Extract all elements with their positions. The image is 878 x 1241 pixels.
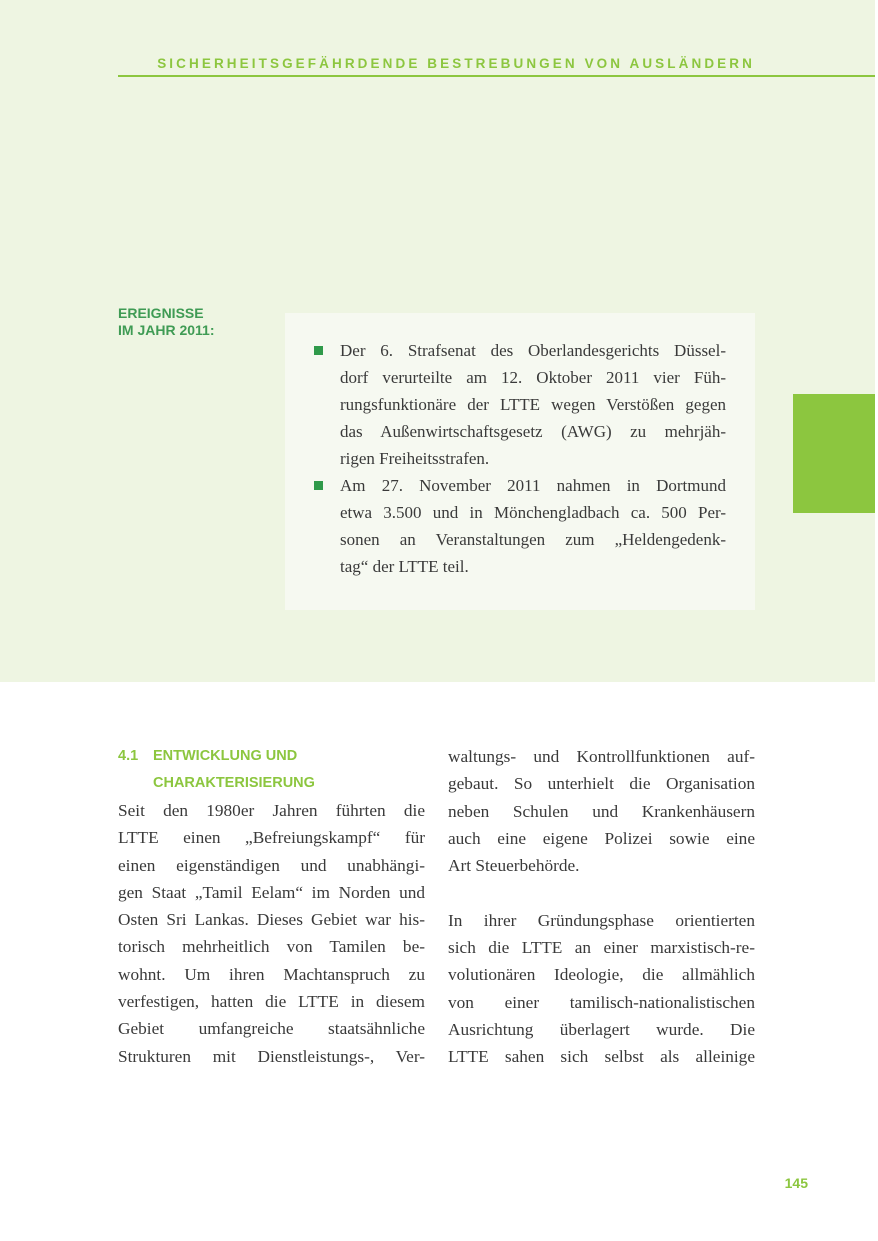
square-bullet-icon bbox=[314, 481, 323, 490]
body-line: Gebiet umfangreiche staatsähnliche bbox=[118, 1019, 425, 1039]
section-title-line: ENTWICKLUNG UND bbox=[153, 748, 298, 764]
event-line: Der 6. Strafsenat des Oberlandesgerichts Düssel- bbox=[340, 341, 726, 360]
body-line: neben Schulen und Krankenhäusern bbox=[448, 801, 755, 821]
event-line: das Außenwirtschaftsgesetz (AWG) zu mehrjäh- bbox=[340, 422, 726, 441]
body-line: Strukturen mit Dienstleistungs-, Ver- bbox=[118, 1046, 425, 1066]
chapter-tab-marker bbox=[793, 394, 875, 513]
body-line: In ihrer Gründungsphase orientierten bbox=[448, 910, 755, 930]
body-line: Art Steuerbehörde. bbox=[448, 856, 580, 876]
section-title-line: CHARAKTERISIERUNG bbox=[153, 775, 315, 791]
body-line: Osten Sri Lankas. Dieses Gebiet war his- bbox=[118, 910, 425, 930]
right-column bbox=[448, 743, 755, 1071]
body-line: verfestigen, hatten die LTTE in diesem bbox=[118, 992, 425, 1012]
body-line: von einer tamilisch-nationalistischen bbox=[448, 992, 755, 1012]
events-label bbox=[118, 305, 278, 339]
paragraph-gap bbox=[448, 879, 755, 906]
event-line: sonen an Veranstaltungen zum „Heldengedenk- bbox=[340, 530, 726, 549]
body-line: wohnt. Um ihren Machtanspruch zu bbox=[118, 964, 425, 984]
event-item bbox=[314, 337, 726, 472]
running-header: SICHERHEITSGEFÄHRDENDE BESTREBUNGEN VON AUSLÄNDERN bbox=[157, 56, 755, 71]
body-line: gen Staat „Tamil Eelam“ im Norden und bbox=[118, 882, 425, 902]
body-line: volutionären Ideologie, die allmählich bbox=[448, 965, 755, 985]
body-line: gebaut. So unterhielt die Organisation bbox=[448, 774, 755, 794]
body-line: einen eigenständigen und unabhängi- bbox=[118, 855, 425, 875]
events-label-line: EREIGNISSE bbox=[118, 305, 204, 321]
section-heading bbox=[118, 743, 425, 797]
events-list bbox=[314, 337, 726, 580]
event-item bbox=[314, 472, 726, 580]
body-line: auch eine eigene Polizei sowie eine bbox=[448, 828, 755, 848]
event-line: rigen Freiheitsstrafen. bbox=[340, 449, 490, 468]
body-line: Ausrichtung überlagert wurde. Die bbox=[448, 1019, 755, 1039]
header-rule bbox=[118, 75, 875, 77]
body-line: sich die LTTE an einer marxistisch-re- bbox=[448, 938, 755, 958]
body-line: waltungs- und Kontrollfunktionen auf- bbox=[448, 747, 755, 766]
body-line: LTTE einen „Befreiungskampf“ für bbox=[118, 828, 425, 848]
event-line: etwa 3.500 und in Mönchengladbach ca. 500 Per- bbox=[340, 503, 726, 522]
event-line: Am 27. November 2011 nahmen in Dortmund bbox=[340, 476, 726, 495]
section-number: 4.1 bbox=[118, 748, 139, 764]
body-line: Seit den 1980er Jahren führten die bbox=[118, 801, 425, 820]
page-number: 145 bbox=[784, 1175, 808, 1191]
left-column bbox=[118, 743, 425, 1070]
body-line: torisch mehrheitlich von Tamilen be- bbox=[118, 937, 425, 957]
body-line: LTTE sahen sich selbst als alleinige bbox=[448, 1047, 755, 1067]
event-line: dorf verurteilte am 12. Oktober 2011 vier Füh- bbox=[340, 368, 726, 387]
events-label-line: IM JAHR 2011: bbox=[118, 322, 215, 338]
event-line: rungsfunktionäre der LTTE wegen Verstößen gegen bbox=[340, 395, 726, 414]
square-bullet-icon bbox=[314, 346, 323, 355]
event-line: tag“ der LTTE teil. bbox=[340, 557, 469, 576]
